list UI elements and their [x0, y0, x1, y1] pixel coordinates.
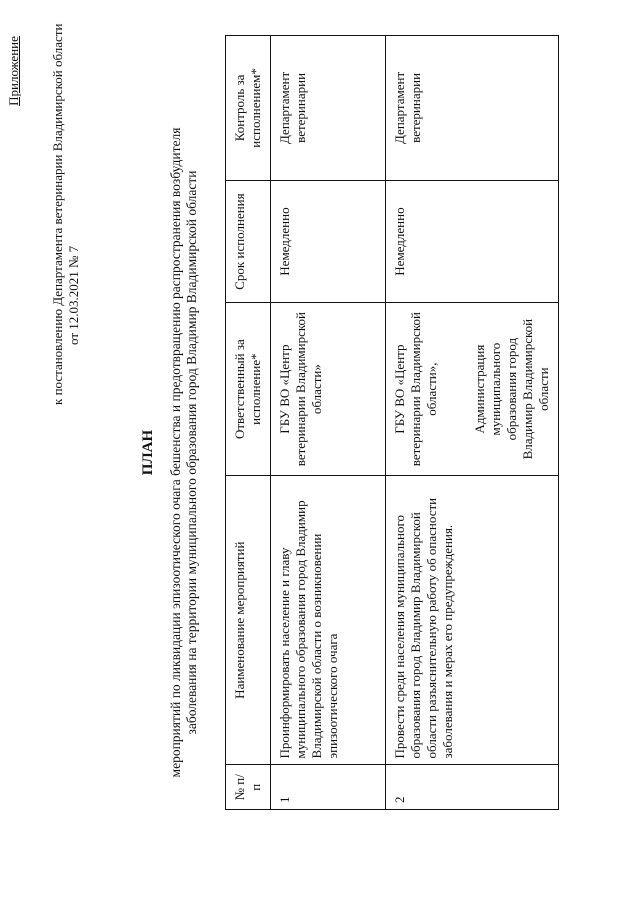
row-number: 2	[386, 765, 559, 810]
table-row	[271, 36, 386, 810]
header-number: № п/п	[226, 765, 271, 810]
header-control: Контроль за исполнением*	[226, 36, 271, 181]
row-responsible	[271, 303, 386, 476]
row-responsible-main: ГБУ ВО «Центр ветеринарии Владимирской области»	[277, 312, 324, 467]
appendix-decree-date: от 12.03.2021 № 7	[66, 245, 81, 345]
plan-table	[225, 35, 559, 810]
row-responsible-extra: Администрация муниципального образования город Владимир Владимирской области	[472, 318, 551, 460]
row-control: Департамент ветеринарии	[386, 36, 559, 181]
table-header-row	[226, 36, 271, 810]
row-number: 1	[271, 765, 386, 810]
appendix-decree-reference: к постановлению Департамента ветеринарии Владимирской области	[50, 23, 65, 405]
appendix-title: Приложение	[6, 36, 21, 106]
header-measure: Наименование мероприятий	[226, 475, 271, 765]
row-deadline: Немедленно	[271, 180, 386, 303]
plan-subtitle-line-1: мероприятий по ликвидации эпизоотического очага бешенства и предотвращению распространения возбудителя	[168, 127, 183, 778]
header-responsible: Ответственный за исполнение*	[226, 303, 271, 476]
appendix-block	[6, 0, 82, 405]
row-responsible	[386, 303, 559, 476]
table-row	[386, 36, 559, 810]
plan-title: ПЛАН	[140, 429, 156, 476]
plan-subtitle-line-2: заболевания на территории муниципального образования город Владимир Владимирской области	[184, 170, 199, 735]
row-responsible-main: ГБУ ВО «Центр ветеринарии Владимирской области»,	[392, 312, 439, 467]
row-control: Департамент ветеринарии	[271, 36, 386, 181]
row-deadline: Немедленно	[386, 180, 559, 303]
row-measure: Провести среди населения муниципального образования город Владимир Владимирской области разъяснительную работу об опасности заболевания и мерах его предупреждения.	[386, 475, 559, 765]
row-measure: Проинформировать население и главу муниципального образования город Владимир Владимирской области о возникновении эпизоотического очага	[271, 475, 386, 765]
plan-subtitle	[168, 45, 200, 860]
header-deadline: Срок исполнения	[226, 180, 271, 303]
